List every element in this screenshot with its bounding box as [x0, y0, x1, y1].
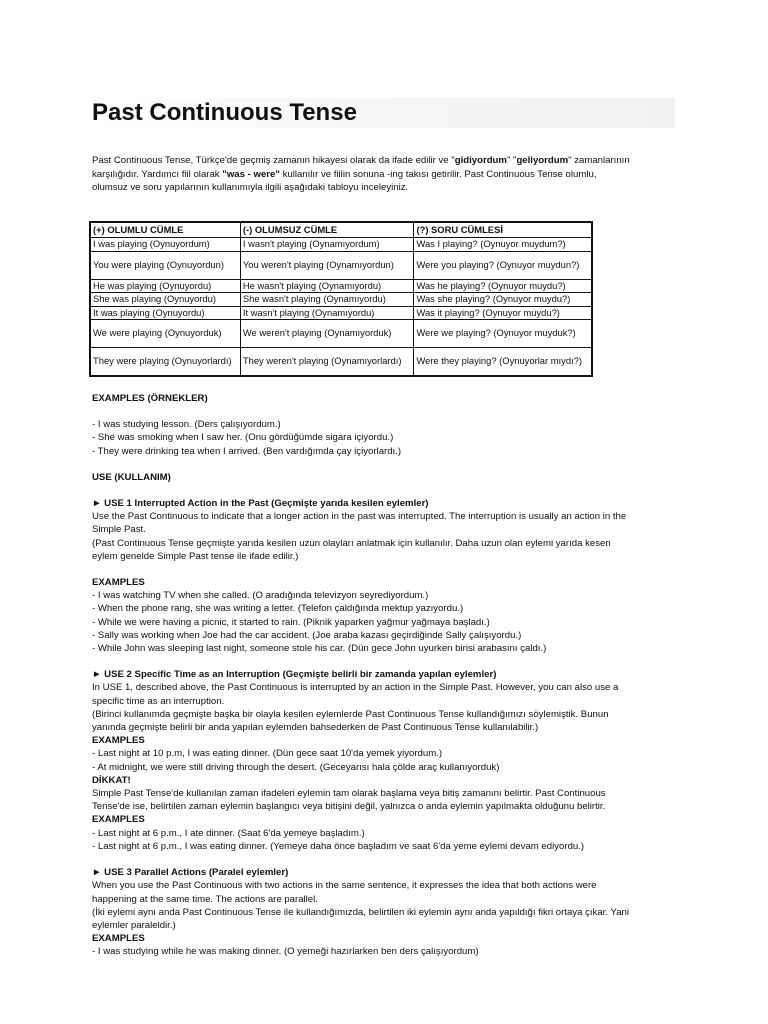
list-item: - I was studying lesson. (Ders çalışıyordum.): [92, 419, 281, 431]
paragraph-line: yanında geçmişte belirli bir anda yapılan eylemden bahsederken de Past Continuous Tense kullanılabilir.): [92, 722, 539, 734]
paragraph-line: (Past Continuous Tense geçmişte yarıda kesilen uzun olayları anlatmak için kullanılır. Daha uzun olan eylemi yarıda kesen: [92, 537, 611, 549]
intro-bold-word: "was - were": [222, 168, 280, 180]
table-row: [90, 238, 592, 252]
paragraph-line: Use the Past Continuous to indicate that a longer action in the past was interrupted. The interruption is usually an action in the: [92, 511, 627, 523]
intro-line-1: [92, 154, 692, 168]
table-cell: I wasn't playing (Oynamıyordum): [240, 238, 414, 252]
table-row: [90, 279, 592, 293]
paragraph-line: Tense'de ise, belirtilen zaman eylemin başlangıcı veya bitişini değil, yalnızca o anda eylemin yapılmakta olduğunu belirtir.: [92, 801, 606, 813]
use3-heading: ► USE 3 Parallel Actions (Paralel eylemler): [92, 867, 289, 879]
intro-text: kullanılır ve fiilin sonuna -ing takısı getirilir. Past Continuous Tense olumlu,: [279, 168, 597, 180]
table-cell: Were they playing? (Oynuyorlar mıydı?): [414, 348, 592, 377]
paragraph-line: eylem genelde Simple Past tense ile ifade edilir.): [92, 550, 299, 562]
table-cell: Were we playing? (Oynuyor muyduk?): [414, 320, 592, 348]
intro-bold-word: gidiyordum: [454, 155, 507, 166]
table-row: [90, 320, 592, 348]
conjugation-table: [89, 221, 593, 377]
use-heading: USE (KULLANIM): [92, 471, 171, 483]
warning-label: DİKKAT!: [92, 774, 131, 786]
table-cell: Was I playing? (Oynuyor muydum?): [414, 238, 592, 252]
header-question: (?) SORU CÜMLESİ: [414, 222, 592, 238]
table-cell: We weren't playing (Oynamıyorduk): [240, 320, 414, 348]
page-title: Past Continuous Tense: [92, 99, 357, 126]
table-cell: I was playing (Oynuyordum): [90, 238, 240, 252]
list-item: - Last night at 6 p.m., I ate dinner. (Saat 6'da yemeye başladım.): [92, 827, 365, 839]
paragraph-line: In USE 1, described above, the Past Continuous is interrupted by an action in the Simple Past. However, you can also use a: [92, 682, 619, 694]
header-positive: (+) OLUMLU CÜMLE: [90, 222, 240, 238]
table-cell: It wasn't playing (Oynamıyordu): [240, 306, 414, 320]
table-header-row: [90, 222, 592, 238]
table-cell: It was playing (Oynuyordu): [90, 306, 240, 320]
table-cell: Were you playing? (Oynuyor muydun?): [414, 251, 592, 279]
table-cell: Was she playing? (Oynuyor muydu?): [414, 293, 592, 307]
table-cell: Was it playing? (Oynuyor muydu?): [414, 306, 592, 320]
intro-text: Past Continuous Tense, Türkçe'de geçmiş zamanın hikayesi olarak da ifade edilir ve ": [92, 155, 455, 166]
list-item: - When the phone rang, she was writing a letter. (Telefon çaldığında mektup yazıyordu.): [92, 603, 464, 615]
table-cell: He wasn't playing (Oynamıyordu): [240, 279, 414, 293]
examples-label: EXAMPLES: [92, 577, 145, 589]
table-row: [90, 348, 592, 377]
intro-paragraph: [92, 154, 692, 195]
paragraph-line: (İki eylemi aynı anda Past Continuous Tense ile kullandığımızda, belirtilen iki eylemin aynı anda yapıldığı fikri ortaya çıkar. Yani: [92, 906, 629, 918]
table-cell: She was playing (Oynuyordu): [90, 293, 240, 307]
table-cell: You weren't playing (Oynamıyordun): [240, 251, 414, 279]
list-item: - At midnight, we were still driving through the desert. (Geceyarısı hala çölde araç kullanıyorduk): [92, 761, 500, 773]
intro-line-2: [92, 168, 692, 182]
use2-heading: ► USE 2 Specific Time as an Interruption (Geçmişte belirli bir zamanda yapılan eylemler): [92, 669, 497, 681]
table-row: [90, 306, 592, 320]
paragraph-line: happening at the same time. The actions are parallel.: [92, 893, 318, 905]
list-item: - While we were having a picnic, it started to rain. (Piknik yaparken yağmur yağmaya başladı.): [92, 616, 490, 628]
examples-heading: EXAMPLES (ÖRNEKLER): [92, 393, 208, 404]
paragraph-line: specific time as an interruption.: [92, 695, 225, 707]
intro-text: karşılığıdır. Yardımcı fiil olarak: [92, 168, 223, 180]
list-item: - While John was sleeping last night, someone stole his car. (Dün gece John uyurken birisi arabasını çaldı.): [92, 643, 547, 655]
examples-label: EXAMPLES: [92, 933, 145, 945]
table-cell: Was he playing? (Oynuyor muydu?): [414, 279, 592, 293]
list-item: - They were drinking tea when I arrived. (Ben vardığımda çay içiyorlardı.): [92, 445, 402, 457]
intro-line-3: olumsuz ve soru yapılarının kullanımıyla ilgili aşağıdaki tabloyu inceleyiniz.: [92, 182, 409, 193]
intro-text: " zamanlarının: [568, 155, 630, 166]
use1-heading: ► USE 1 Interrupted Action in the Past (Geçmişte yarıda kesilen eylemler): [92, 498, 429, 510]
header-negative: (-) OLUMSUZ CÜMLE: [240, 222, 414, 238]
intro-text: " ": [506, 155, 517, 166]
list-item: - She was smoking when I saw her. (Onu gördüğümde sigara içiyordu.): [92, 432, 394, 444]
examples-label: EXAMPLES: [92, 814, 145, 826]
list-item: - I was watching TV when she called. (O aradığında televizyon seyrediyordum.): [92, 590, 429, 602]
paragraph-line: Simple Past Tense'de kullanılan zaman ifadeleri eylemin tam olarak başlama veya bitiş zamanını belirtir. Past Continuous: [92, 788, 606, 800]
paragraph-line: (Birinci kullanımda geçmişte başka bir olayla kesilen eylemlerde Past Continuous Tense kullandığımızı söylemiştik. Bunun: [92, 708, 609, 720]
table-cell: You were playing (Oynuyordun): [90, 251, 240, 279]
paragraph-line: eylemler paraleldir.): [92, 919, 176, 931]
list-item: - I was studying while he was making dinner. (O yemeği hazırlarken ben ders çalışıyordum): [92, 946, 479, 958]
document-body: [92, 392, 692, 959]
list-item: - Sally was working when Joe had the car accident. (Joe araba kazası geçirdiğinde Sally çalışıyordu.): [92, 629, 522, 641]
intro-bold-word: geliyordum: [516, 155, 569, 166]
paragraph-line: Simple Past.: [92, 524, 146, 536]
paragraph-line: When you use the Past Continuous with two actions in the same sentence, it expresses the idea that both actions were: [92, 880, 597, 892]
list-item: - Last night at 6 p.m., I was eating dinner. (Yemeye daha önce başladım ve saat 6'da yeme eylemi devam ediyordu.): [92, 840, 585, 852]
table-cell: They were playing (Oynuyorlardı): [90, 348, 240, 377]
table-row: [90, 251, 592, 279]
examples-label: EXAMPLES: [92, 735, 145, 747]
table-cell: She wasn't playing (Oynamıyordu): [240, 293, 414, 307]
list-item: - Last night at 10 p.m, I was eating dinner. (Dün gece saat 10'da yemek yiyordum.): [92, 748, 443, 760]
table-row: [90, 293, 592, 307]
table-cell: We were playing (Oynuyorduk): [90, 320, 240, 348]
table-cell: He was playing (Oynuyordu): [90, 279, 240, 293]
table-cell: They weren't playing (Oynamıyorlardı): [240, 348, 414, 377]
